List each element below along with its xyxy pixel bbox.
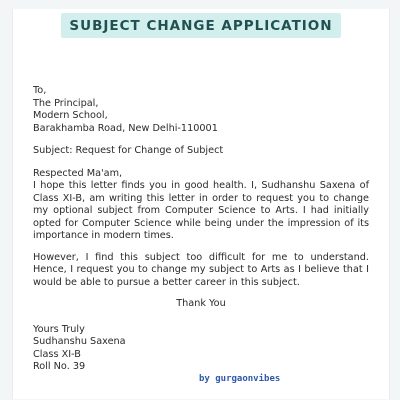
signature-closing: Yours Truly [33,323,85,335]
signature-block [33,324,369,374]
address-recipient: The Principal, [33,97,99,109]
recipient-address [33,85,369,135]
salutation: Respected Ma'am, [33,167,123,179]
credit-watermark: by gurgaonvibes [199,374,281,384]
subject-line: Subject: Request for Change of Subject [33,145,224,156]
page-title: SUBJECT CHANGE APPLICATION [61,13,340,38]
thank-you: Thank You [176,298,226,309]
address-street: Barakhamba Road, New Delhi-110001 [33,122,218,134]
title-banner [13,13,389,38]
signature-name: Sudhanshu Saxena [33,336,126,347]
letter-body [33,85,369,374]
address-school: Modern School, [33,110,108,121]
signature-roll: Roll No. 39 [33,361,86,372]
signature-class: Class XI-B [33,348,81,360]
address-to: To, [33,85,47,96]
paragraph-1: I hope this letter finds you in good health. I, Sudhanshu Saxena of Class XI-B, am writing this letter in order to request you to change my optional subject from Computer Science to Arts. I had initially opted for Computer Science while being under the impression of its importance in modern times. [33,180,369,241]
letter-page [12,9,390,399]
paragraph-2: However, I find this subject too difficult for me to understand. Hence, I request you to change my subject to Arts as I believe that I would be able to pursue a better career in this subject. [33,251,369,288]
